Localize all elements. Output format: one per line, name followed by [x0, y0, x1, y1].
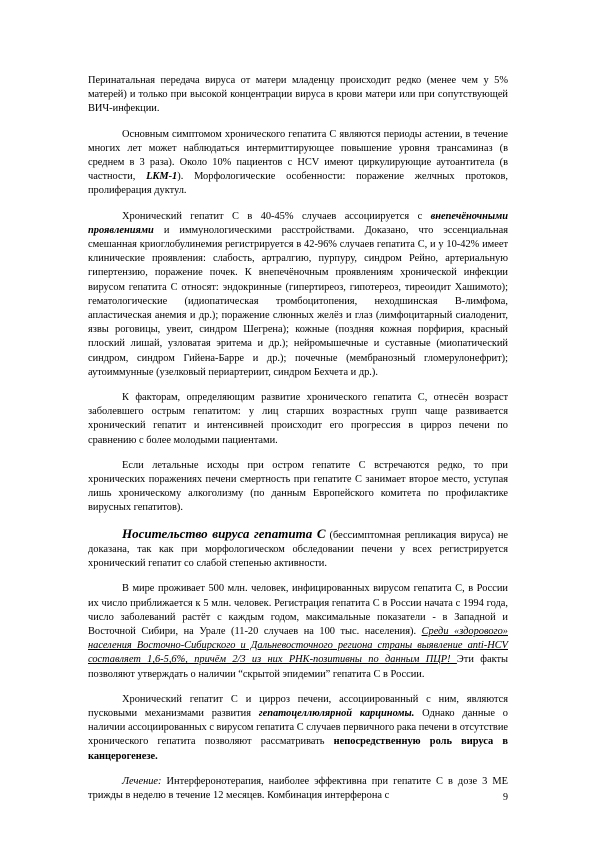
- lkm1-term: LKM-1: [146, 171, 178, 183]
- paragraph-text: (бессимптомная репликация вируса) не доказана, так как при морфологическом обследовании печени у всех регистрируется хронический гепатит со слабой степенью активности.: [88, 529, 508, 570]
- paragraph-mortality: [88, 459, 508, 516]
- virus-carriage-heading: Носительство вируса гепатита С: [122, 525, 326, 541]
- treatment-label: Лечение:: [122, 775, 162, 787]
- carcinogenesis-term: непосредственную роль вируса в канцерогенезе.: [88, 736, 508, 762]
- paragraph-text: и иммунологическими расстройствами. Доказано, что эссенциальная смешанная криоглобулинемия регистрируется в 42-96% случаев гепатита С, и у 10-42% имеет клинические проявления: слабость, артралгию, пурпуру, синдром Рейно, артериальную гипертензию, поражение почек. К внепечёночным проявлениям хронической инфекции вирусом гепатита С относят: эндокринные (гипертиреоз, гипотереоз, тиреоидит Хашимото); гематологические (идиопатическая тромбоцитопения, неходшинская В-лимфома, апластическая анемия и др.); поражение слюнных желёз и глаз (лимфоцитарный сиалоденит, язвы роговицы, увеит, синдром Шегрена); кожные (поздняя кожная порфирия, красный плоский лишай, узловатая эритема и др.); нейромышечные и суставные (миопатический синдром, синдром Гийена-Барре и др.); почечные (мембранозный гломерулонефрит); аутоиммунные (узелковый периартериит, синдром Бехчета и др.).: [88, 224, 508, 378]
- paragraph-virus-carriage: [88, 527, 508, 572]
- paragraph-text: Хронический гепатит С в 40-45% случаев ассоциируется с: [122, 210, 431, 222]
- paragraph-text: Эти факты позволяют утверждать о наличии “скрытой эпидемии” гепатита С в России.: [88, 654, 508, 680]
- paragraph-text: Если летальные исходы при остром гепатите С встречаются редко, то при хронических поражениях печени смертность при гепатите С занимает второе место, уступая лишь хроническому алкоголизму (по данным Европейского комитета по профилактике вирусных гепатитов).: [88, 459, 508, 514]
- paragraph-perinatal-transmission: [88, 74, 508, 117]
- paragraph-epidemiology: [88, 582, 508, 681]
- paragraph-text: Хронический гепатит С и цирроз печени, ассоциированный с ним, являются пусковыми механизмами развития: [88, 693, 508, 719]
- paragraph-text: К факторам, определяющим развитие хронического гепатита С, отнесён возраст заболевшего острым гепатитом: у лиц старших возрастных групп чаще развивается хронический гепатит и интенсивней происходит его прогрессия в цирроз печени по сравнению с более молодыми пациентами.: [88, 392, 508, 446]
- paragraph-text: Интерферонотерапия, наиболее эффективна при гепатите С в дозе 3 МЕ трижды в неделю в течение 12 месяцев. Комбинация интерферона с: [88, 775, 508, 801]
- paragraph-chronic-factors: [88, 391, 508, 448]
- paragraph-text: Основным симптомом хронического гепатита С являются периоды астении, в течение многих лет может наблюдаться интермиттирующее повышение уровня трансаминаз (в среднем в 3 раза). Около 10% пациентов с HCV имеют циркулирующие аутоантитела (в частности,: [88, 128, 508, 183]
- extrahepatic-term: внепечёночными проявлениями: [88, 210, 508, 236]
- paragraph-text: ). Морфологические особенности: поражение желчных протоков, пролиферация дуктул.: [88, 171, 508, 197]
- paragraph-main-symptom: [88, 128, 508, 199]
- siberia-highlight: Среди «здорового» населения Восточно-Сибирского и Дальневосточного региона страны выявление anti-HCV составляет 1,6-5,6%, причём 2/3 из них РНК-позитивны по данным ПЦР!: [88, 625, 509, 666]
- paragraph-carcinoma: [88, 693, 508, 764]
- paragraph-text: Однако данные о наличии ассоциированных с вирусом гепатита С случаев первичного рака печени в отсутствие хронического гепатита позволяют рассматривать: [88, 707, 508, 748]
- carcinoma-term: гепатоцеллюлярной карциномы.: [258, 707, 415, 719]
- page-number: 9: [503, 792, 508, 803]
- paragraph-text: Перинатальная передача вируса от матери младенцу происходит редко (менее чем у 5% матерей) и только при высокой концентрации вируса в крови матери или при сопутствующей ВИЧ-инфекции.: [88, 75, 508, 115]
- paragraph-extrahepatic-manifestations: [88, 210, 508, 380]
- paragraph-treatment: [88, 775, 508, 803]
- paragraph-text: В мире проживает 500 млн. человек, инфицированных вирусом гепатита С, в России их число приближается к 5 млн. человек. Регистрация гепатита С в России начата с 1994 года, число заболеваний растёт с каждым годом, максимальные показатели - в Западной и Восточной Сибири, на Урале (11-20 случаев на 100 тыс. населения).: [88, 583, 508, 637]
